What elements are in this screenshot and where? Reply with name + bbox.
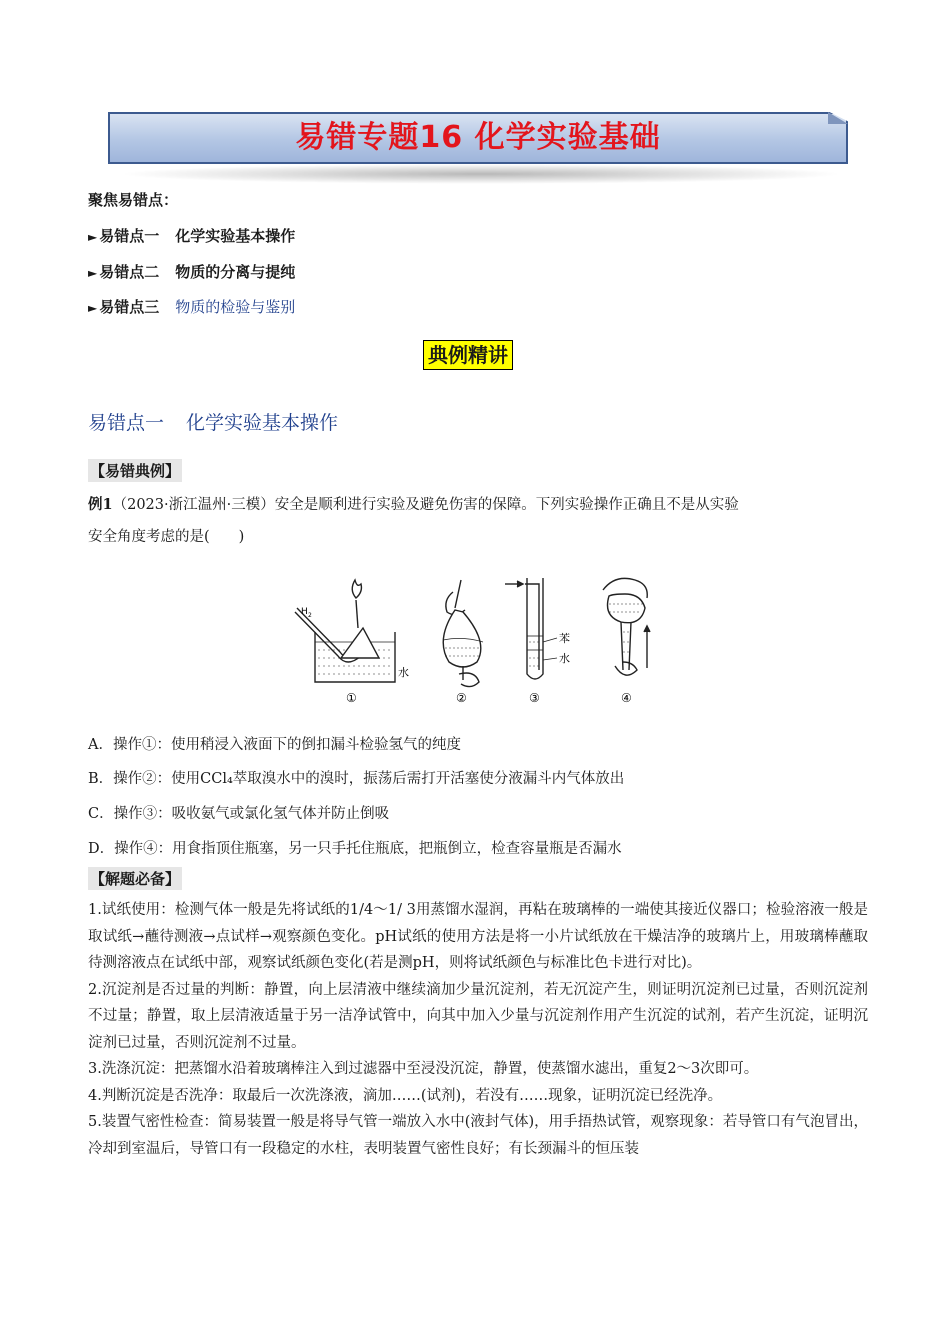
focus-item-name: 化学实验基本操作 <box>175 227 296 245</box>
apparatus-2 <box>443 580 483 687</box>
essential-item-4: 4.判断沉淀是否洗净：取最后一次洗涤液，滴加……(试剂)，若没有……现象，证明沉淀已经洗净。 <box>88 1087 723 1104</box>
essential-item-3: 3.洗涤沉淀：把蒸馏水沿着玻璃棒注入到过滤器中至浸没沉淀，静置，使蒸馏水滤出，重复2～3次即可。 <box>88 1061 759 1077</box>
apparatus-3 <box>505 578 557 679</box>
focus-heading: 聚焦易错点： <box>88 191 179 209</box>
example-line-2: 安全角度考虑的是( ) <box>88 529 245 545</box>
point-heading-label: 易错点一 <box>88 412 165 434</box>
title-banner <box>108 112 848 168</box>
essentials-body <box>88 897 868 1162</box>
essential-item-2: 2.沉淀剂是否过量的判断：静置，向上层清液中继续滴加少量沉淀剂，若无沉淀产生，则证明沉淀剂已过量，否则沉淀剂不过量；静置，取上层清液适量于另一洁净试管中，向其中加入少量与沉淀剂作用产生沉淀的试剂，若产生沉淀，证明沉淀剂已过量，否则沉淀剂不过量。 <box>88 981 868 1051</box>
water-label: 水 <box>398 666 409 679</box>
example-number: 例1 <box>88 496 113 513</box>
focus-item-label: 易错点一 <box>99 227 160 245</box>
apparatus-number-4: ④ <box>621 691 632 705</box>
essential-item-1: 1.试纸使用：检测气体一般是先将试纸的1/4～1/ 3用蒸馏水湿润，再粘在玻璃棒的一端使其接近仪器口；检验溶液一般是取试纸→蘸待测液→点试样→观察颜色变化。pH试纸的使用方法是将一小片试纸放在干燥洁净的玻璃片上，用玻璃棒蘸取待测溶液点在试纸中部，观察试纸颜色变化(若是测pH，则将试纸颜色与标准比色卡进行对比)。 <box>88 902 868 971</box>
apparatus-number-2: ② <box>456 691 467 705</box>
apparatus-number-3: ③ <box>529 691 540 705</box>
banner-shadow <box>118 164 844 184</box>
apparatus-figure <box>285 570 685 710</box>
tag-essentials: 【解题必备】 <box>88 867 182 890</box>
page-title: 易错专题16 化学实验基础 <box>295 120 661 155</box>
benzene-label: 苯 <box>559 632 570 645</box>
point-heading <box>88 408 338 435</box>
water2-label: 水 <box>559 652 570 665</box>
tag-example: 【易错典例】 <box>88 459 182 482</box>
essential-item-5: 5.装置气密性检查：简易装置一般是将导气管一端放入水中(液封气体)，用手捂热试管，观察现象：若导管口有气泡冒出，冷却到室温后，导管口有一段稳定的水柱，表明装置气密性良好；有长颈漏斗的恒压装 <box>88 1114 868 1157</box>
example-text-1: （2023·浙江温州·三模）安全是顺利进行实验及避免伤害的保障。下列实验操作正确且不是从实验 <box>112 497 739 513</box>
triangle-bullet-icon: ► <box>88 301 98 315</box>
focus-item-label: 易错点二 <box>99 263 160 281</box>
triangle-bullet-icon: ► <box>88 266 98 280</box>
apparatus-number-1: ① <box>346 691 357 705</box>
focus-item-3 <box>88 296 295 317</box>
focus-item-1 <box>88 225 295 246</box>
point-heading-name: 化学实验基本操作 <box>186 412 339 434</box>
option-c: C．操作③：吸收氨气或氯化氢气体并防止倒吸 <box>88 806 390 822</box>
focus-item-2 <box>88 261 295 282</box>
apparatus-1 <box>295 580 395 682</box>
focus-item-label: 易错点三 <box>99 298 160 316</box>
option-d: D．操作④：用食指顶住瓶塞，另一只手托住瓶底，把瓶倒立，检查容量瓶是否漏水 <box>88 841 622 857</box>
apparatus-4 <box>603 578 650 675</box>
example-line-1 <box>88 489 866 521</box>
option-a: A．操作①：使用稍浸入液面下的倒扣漏斗检验氢气的纯度 <box>88 737 461 753</box>
h2-label: H <box>301 607 308 617</box>
focus-item-name: 物质的检验与鉴别 <box>175 298 296 316</box>
focus-item-name: 物质的分离与提纯 <box>175 263 296 281</box>
triangle-bullet-icon: ► <box>88 230 98 244</box>
section-badge: 典例精讲 <box>423 340 513 370</box>
option-b: B．操作②：使用CCl₄萃取溴水中的溴时，振荡后需打开活塞使分液漏斗内气体放出 <box>88 771 625 787</box>
example-question <box>88 489 866 553</box>
h2-subscript: 2 <box>308 612 312 619</box>
